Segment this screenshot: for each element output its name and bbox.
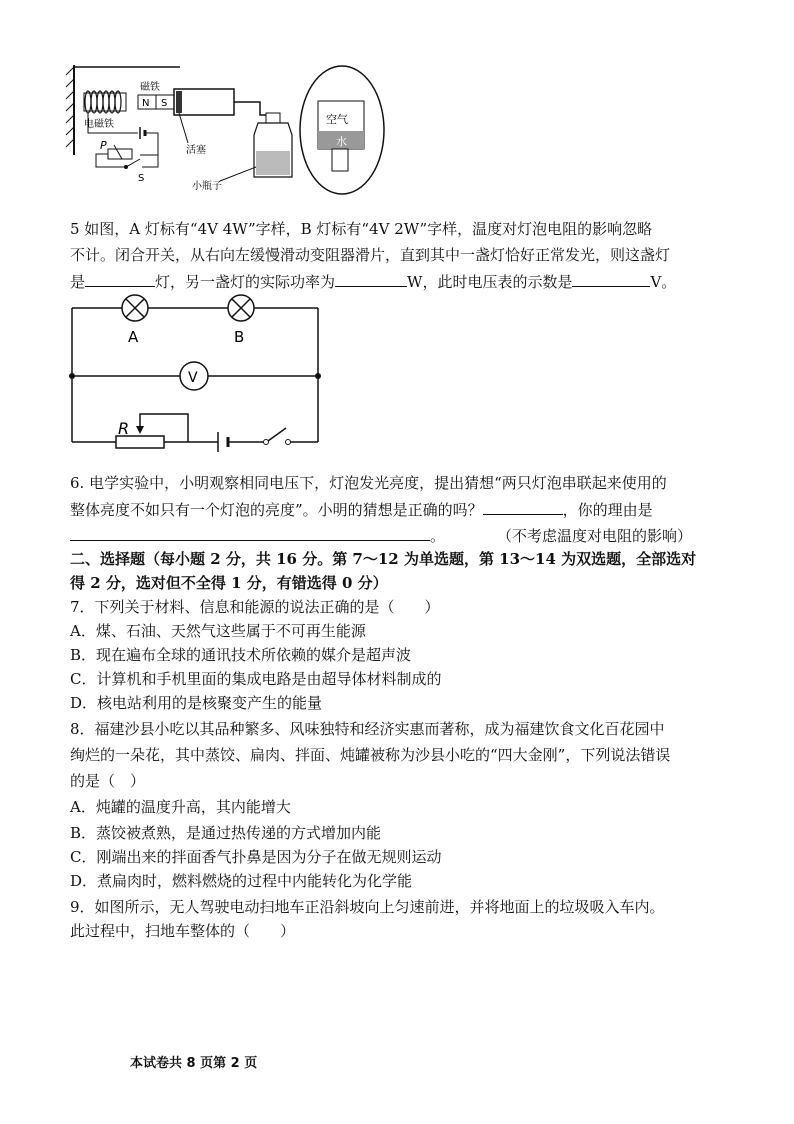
electromagnet-label: 电磁铁 [84,119,114,130]
q8-stem-3: 的是（ ） [70,772,146,790]
voltmeter-label: V [188,370,198,386]
switch-pivot [264,440,269,445]
bottle-water [256,151,290,175]
q6-text-a: 整体亮度不如只有一个灯泡的亮度”。小明的猜想是正确的吗？ [70,501,483,519]
rheostat-label: R [118,419,130,438]
junction-right [315,373,321,379]
section-2-heading-line-1: 二、选择题（每小题 2 分，共 16 分。第 7～12 为单选题，第 13～14 为双选题，全部选对 [70,550,697,568]
lamp-a-symbol [122,295,148,321]
cylinder [174,89,234,115]
switch-lever [268,428,286,441]
q9-line-1: 9．如图所示，无人驾驶电动扫地车正沿斜坡向上匀速前进，并将地面上的垃圾吸入车内。 [70,898,665,916]
q8-option-c[interactable]: C．刚端出来的拌面香气扑鼻是因为分子在做无规则运动 [70,848,442,866]
circuit-diagram [60,292,340,472]
rheostat-slider [136,426,144,434]
q7-option-b[interactable]: B．现在遍布全球的通讯技术所依赖的媒介是超声波 [70,646,412,664]
bottle-label: 小瓶子 [192,181,222,192]
q5-text-b: 灯，另一盏灯的实际功率为 [155,273,336,291]
q5-line-3 [70,270,730,293]
piston [176,91,182,113]
water-label: 水 [336,135,347,148]
rheostat [108,149,132,159]
q6-blank-reason[interactable] [70,524,430,541]
wall-hatch [66,67,74,147]
page-footer: 本试卷共 8 页第 2 页 [130,1056,258,1071]
q5-blank-lamp[interactable] [85,270,155,287]
q6-line-1: 6. 电学实验中，小明观察相同电压下，灯泡发光亮度，提出猜想“两只灯泡串联起来使用的 [70,474,667,492]
section-2-heading-line-2: 得 2 分，选对但不全得 1 分，有错选得 0 分） [70,574,388,592]
junction-left [69,373,75,379]
q6-text-d: （不考虑温度对电阻的影响） [497,527,693,545]
magnet-label: 磁铁 [140,82,160,93]
switch-s-label: S [138,173,145,184]
magnet-n-label: N [142,98,150,109]
q7-stem: 7．下列关于材料、信息和能源的说法正确的是（ ） [70,598,440,616]
q8-stem-1: 8．福建沙县小吃以其品种繁多、风味独特和经济实惠而著称，成为福建饮食文化百花园中 [70,720,665,738]
switch-contact [286,440,291,445]
q8-option-b[interactable]: B．蒸饺被煮熟，是通过热传递的方式增加内能 [70,824,382,842]
q7-option-d[interactable]: D．核电站利用的是核聚变产生的能量 [70,694,323,712]
q7-option-a[interactable]: A．煤、石油、天然气这些属于不可再生能源 [70,622,366,640]
lamp-b-symbol [228,295,254,321]
piston-leader [179,113,188,143]
wire-2 [140,133,158,155]
q6-text-b: ，你的理由是 [562,501,653,519]
q5-text-c: W，此时电压表的示数是 [407,273,573,291]
electromagnet-piston-figure [60,55,400,205]
q8-option-a[interactable]: A．炖罐的温度升高，其内能增大 [70,798,291,816]
switch-blade [126,159,140,167]
q5-line-2: 不计。闭合开关，从右向左缓慢滑动变阻器滑片，直到其中一盏灯恰好正常发光，则这盏灯 [70,246,671,264]
rheostat-p-label: P [100,139,107,152]
q8-option-d[interactable]: D．煮扁肉时，燃料燃烧的过程中内能转化为化学能 [70,872,413,890]
q9-line-2: 此过程中，扫地车整体的（ ） [70,922,296,940]
q5-line-1: 5 如图，A 灯标有“4V 4W”字样，B 灯标有“4V 2W”字样，温度对灯泡电阻的影响忽略 [70,220,653,238]
bottle-leader [220,167,256,181]
lamp-b-label: B [234,328,245,346]
q6-blank-answer[interactable] [483,498,563,515]
lamp-a-label: A [128,328,139,346]
q5-blank-voltage[interactable] [572,270,650,287]
air-label: 空气 [326,113,348,126]
bottle-cap [266,113,280,123]
q6-line-2 [70,498,730,521]
magnet-s-label: S [161,98,168,109]
q6-text-c: 。 [430,527,446,545]
q8-stem-2: 绚烂的一朵花，其中蒸饺、扁肉、拌面、炖罐被称为沙县小吃的“四大金刚”，下列说法错误 [70,746,671,764]
q5-text-d: V。 [650,273,677,291]
q5-text-a: 是 [70,273,86,291]
piston-label: 活塞 [186,145,206,156]
q5-blank-power[interactable] [335,270,407,287]
q7-option-c[interactable]: C．计算机和手机里面的集成电路是由超导体材料制成的 [70,670,442,688]
q6-line-3 [70,524,730,547]
